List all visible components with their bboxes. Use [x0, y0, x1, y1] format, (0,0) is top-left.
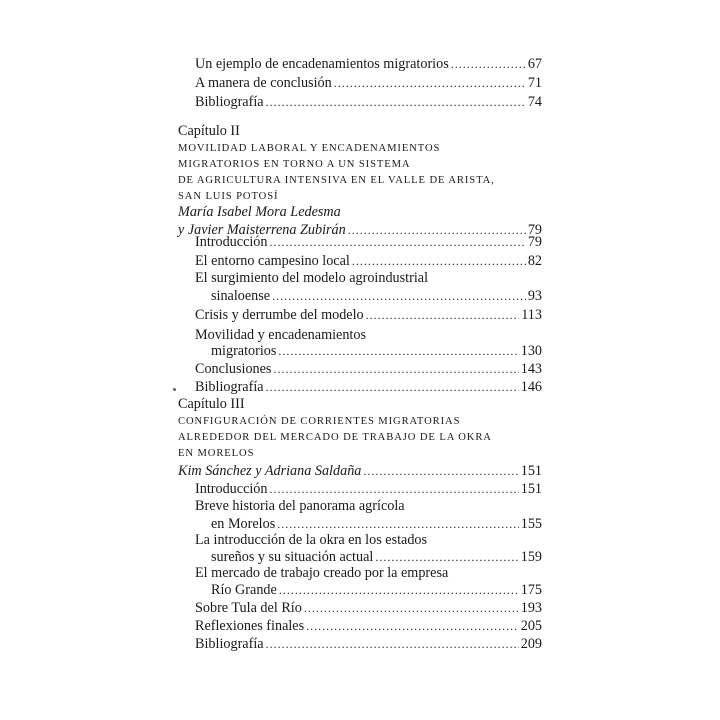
entry-title: El entorno campesino local — [195, 253, 350, 269]
entry-title: Reflexiones finales — [195, 618, 305, 634]
toc-entry — [195, 232, 542, 252]
entry-title: migratorios — [211, 343, 277, 359]
entry-page: 93 — [527, 288, 542, 304]
entry-title: Introducción — [195, 234, 268, 250]
leader-dots — [278, 341, 518, 361]
leader-dots — [451, 54, 526, 74]
leader-dots — [272, 286, 526, 306]
chapter-subtitle-line: MIGRATORIOS EN TORNO A UN SISTEMA — [178, 159, 411, 170]
print-speck — [173, 388, 176, 391]
chapter-subtitle-line: CONFIGURACIÓN DE CORRIENTES MIGRATORIAS — [178, 416, 461, 427]
chapter-subtitle-line: DE AGRICULTURA INTENSIVA EN EL VALLE DE ARISTA, — [178, 175, 495, 186]
leader-dots — [334, 73, 526, 93]
entry-title: y Javier Maisterrena Zubirán — [178, 222, 346, 238]
entry-page: 79 — [527, 222, 542, 238]
entry-title: Bibliografía — [195, 94, 264, 110]
leader-dots — [266, 92, 526, 112]
entry-page: 71 — [527, 75, 542, 91]
entry-page: 193 — [520, 600, 542, 616]
entry-page: 155 — [520, 516, 542, 532]
entry-page: 159 — [520, 549, 542, 565]
entry-title: Sobre Tula del Río — [195, 600, 302, 616]
entry-title: El surgimiento del modelo agroindustrial — [195, 270, 429, 286]
leader-dots — [279, 580, 519, 600]
entry-page: 79 — [527, 234, 542, 250]
chapter-heading: Capítulo III — [178, 396, 245, 412]
leader-dots — [366, 305, 520, 325]
toc-entry — [195, 377, 542, 397]
leader-dots — [306, 616, 519, 636]
entry-title: Introducción — [195, 481, 268, 497]
chapter-subtitle-line: EN MORELOS — [178, 448, 255, 459]
chapter-subtitle-line: SAN LUIS POTOSÍ — [178, 191, 279, 202]
leader-dots — [266, 634, 519, 654]
leader-dots — [273, 359, 518, 379]
toc-entry — [195, 73, 542, 93]
entry-title: en Morelos — [211, 516, 276, 532]
entry-page: 146 — [520, 379, 542, 395]
entry-title: A manera de conclusión — [195, 75, 332, 91]
entry-page: 175 — [520, 582, 542, 598]
entry-title: Kim Sánchez y Adriana Saldaña — [178, 463, 362, 479]
entry-title: sinaloense — [211, 288, 271, 304]
leader-dots — [270, 232, 526, 252]
leader-dots — [304, 598, 519, 618]
chapter-author: María Isabel Mora Ledesma — [178, 204, 341, 220]
toc-entry — [195, 634, 542, 654]
toc-entry — [195, 92, 542, 112]
entry-page: 82 — [527, 253, 542, 269]
toc-entry — [195, 305, 542, 325]
toc-author-entry — [178, 461, 542, 481]
leader-dots — [266, 377, 519, 397]
entry-title: Bibliografía — [195, 636, 264, 652]
entry-title: Crisis y derrumbe del modelo — [195, 307, 364, 323]
entry-page: 74 — [527, 94, 542, 110]
entry-title: Movilidad y encadenamientos — [195, 327, 366, 343]
entry-title: Un ejemplo de encadenamientos migratorios — [195, 56, 449, 72]
entry-page: 151 — [520, 481, 542, 497]
entry-title: Río Grande — [211, 582, 277, 598]
toc-entry — [195, 54, 542, 74]
entry-page: 67 — [527, 56, 542, 72]
chapter-heading: Capítulo II — [178, 123, 240, 139]
entry-page: 151 — [520, 463, 542, 479]
toc-entry — [211, 286, 542, 306]
chapter-subtitle-line: MOVILIDAD LABORAL Y ENCADENAMIENTOS — [178, 143, 441, 154]
toc-entry — [195, 616, 542, 636]
entry-page: 143 — [520, 361, 542, 377]
entry-title: sureños y su situación actual — [211, 549, 374, 565]
entry-page: 130 — [520, 343, 542, 359]
toc-entry — [195, 359, 542, 379]
entry-title: La introducción de la okra en los estados — [195, 532, 428, 548]
entry-title: Breve historia del panorama agrícola — [195, 498, 405, 514]
entry-page: 113 — [521, 307, 542, 323]
leader-dots — [363, 461, 518, 481]
entry-page: 209 — [520, 636, 542, 652]
entry-title: El mercado de trabajo creado por la empresa — [195, 565, 449, 581]
toc-entry — [211, 341, 542, 361]
entry-title: Bibliografía — [195, 379, 264, 395]
entry-title: Conclusiones — [195, 361, 272, 377]
entry-page: 205 — [520, 618, 542, 634]
toc-entry — [211, 580, 542, 600]
toc-entry — [195, 598, 542, 618]
chapter-subtitle-line: ALREDEDOR DEL MERCADO DE TRABAJO DE LA OKRA — [178, 432, 492, 443]
